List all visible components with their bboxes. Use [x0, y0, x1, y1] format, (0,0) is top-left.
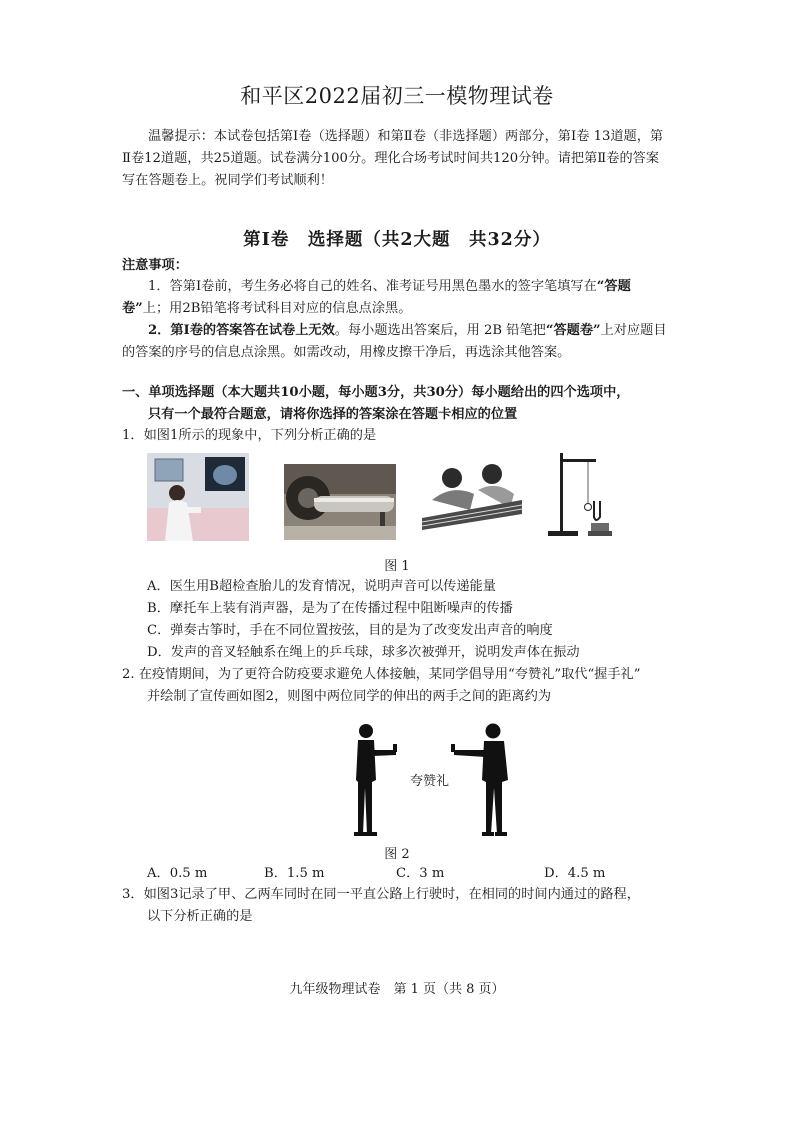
- q2-option-a: A．0.5 m: [147, 866, 208, 881]
- q1-option-c: C．弹奏古筝时，手在不同位置按弦，目的是为了改变发出声音的响度: [147, 623, 553, 638]
- q3-stem-line-1: 3．如图3记录了甲、乙两车同时在同一平直公路上行驶时，在相同的时间内通过的路程，: [122, 887, 640, 902]
- notice-rule-1: [122, 276, 670, 320]
- q1-stem: 1．如图1所示的现象中，下列分析正确的是: [122, 428, 377, 443]
- q3-stem-line-2: 以下分析正确的是: [147, 909, 253, 924]
- section-title: 第Ⅰ卷 选择题（共2大题 共32分）: [243, 230, 551, 250]
- notice-heading: 注意事项：: [122, 258, 188, 273]
- ultrasound-photo: [147, 453, 249, 541]
- motorcycle-muffler-photo: [284, 464, 396, 540]
- left-person-silhouette: [352, 722, 400, 838]
- q1-option-d: D．发声的音叉轻触系在绳上的乒乓球，球多次被弹开，说明发声体在振动: [147, 645, 580, 660]
- rule2-text-c: “答题卷”: [545, 323, 601, 338]
- rule1-text-a: 1．答第Ⅰ卷前，考生务必将自己的姓名、准考证号用黑色墨水的签字笔填写在: [148, 279, 597, 294]
- guzheng-photo: [422, 460, 522, 530]
- q1-option-b: B．摩托车上装有消声器，是为了在传播过程中阻断噪声的传播: [147, 601, 513, 616]
- notice-rule-2: [122, 320, 670, 364]
- part-one-line-1: 一、单项选择题（本大题共10小题，每小题3分，共30分）每小题给出的四个选项中，: [122, 385, 630, 400]
- q2-option-c: C．3 m: [396, 866, 445, 881]
- rule2-text-a: 2．第Ⅰ卷的答案答在试卷上无效: [148, 323, 335, 338]
- figure-2-caption: 图 2: [384, 847, 410, 862]
- rule2-text-d: 上对应题目的答案的序号的信息点涂黑。如需改动，用橡皮擦干净后，再选涂其他答案。: [122, 323, 667, 360]
- q2-stem-line-2: 并绘制了宣传画如图2，则图中两位同学的伸出的两手之间的距离约为: [147, 689, 552, 704]
- rule2-text-b: 。每小题选出答案后，用 2B 铅笔把: [334, 323, 546, 338]
- exam-title: 和平区2022届初三一模物理试卷: [240, 84, 554, 108]
- rule1-text-c: 上；用2B铅笔将考试科目对应的信息点涂黑。: [142, 301, 412, 316]
- part-one-line-2: 只有一个最符合题意，请将你选择的答案涂在答题卡相应的位置: [148, 407, 518, 422]
- q2-stem-line-1: 2. 在疫情期间，为了更符合防疫要求避免人体接触，某同学倡导用“夸赞礼”取代“握手礼”: [122, 667, 641, 682]
- exam-tip: 温馨提示：本试卷包括第Ⅰ卷（选择题）和第Ⅱ卷（非选择题）两部分，第Ⅰ卷 13道题，第Ⅱ卷12道题，共25道题。试卷满分100分。理化合场考试时间共120分钟。请把第Ⅱ卷的答案写在答题卷上。祝同学们考试顺利！: [122, 129, 664, 188]
- page-footer: 九年级物理试卷 第 1 页（共 8 页）: [289, 982, 505, 997]
- figure-1-caption: 图 1: [384, 559, 410, 574]
- right-person-silhouette: [448, 722, 518, 838]
- tuning-fork-apparatus: [548, 451, 612, 537]
- rule1-text-b: “答题卷”: [122, 279, 631, 316]
- part-one-heading: [122, 382, 670, 426]
- q2-options: [147, 862, 667, 884]
- q1-option-a: A．医生用B超检查胎儿的发育情况，说明声音可以传递能量: [147, 579, 496, 594]
- q2-option-b: B．1.5 m: [264, 866, 325, 881]
- figure-2-label: 夸赞礼: [410, 774, 450, 789]
- q2-option-d: D．4.5 m: [544, 866, 606, 881]
